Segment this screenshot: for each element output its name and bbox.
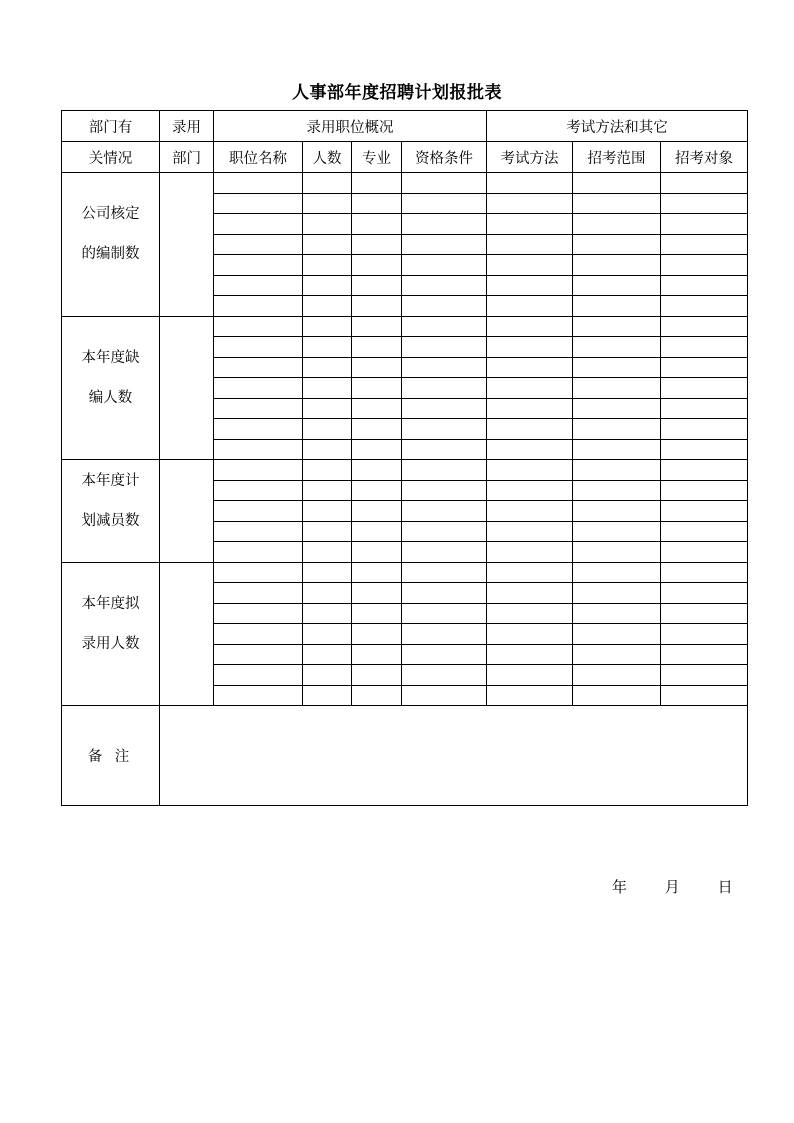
recruit-target-cell[interactable] (661, 542, 748, 563)
headcount-cell[interactable] (303, 665, 352, 686)
qualifications-cell[interactable] (402, 214, 487, 235)
position-name-cell[interactable] (214, 173, 303, 194)
hiring-dept-header: 录用 (160, 111, 214, 142)
recruit-scope-cell[interactable] (573, 234, 661, 255)
exam-method-cell[interactable] (487, 583, 573, 604)
hiring-dept-cell[interactable] (160, 316, 214, 460)
table-row (62, 460, 748, 481)
position-name-cell[interactable] (214, 275, 303, 296)
table-row (62, 316, 748, 337)
major-cell[interactable] (352, 255, 402, 276)
recruit-target-cell[interactable] (661, 234, 748, 255)
qualifications-cell[interactable] (402, 521, 487, 542)
section-label (62, 173, 160, 317)
recruit-scope-cell[interactable] (573, 255, 661, 276)
exam-method-cell[interactable] (487, 234, 573, 255)
recruit-target-cell[interactable] (661, 624, 748, 645)
dept-info-header: 部门有 (62, 111, 160, 142)
headcount-cell[interactable] (303, 644, 352, 665)
major-cell[interactable] (352, 542, 402, 563)
position-name-cell[interactable] (214, 542, 303, 563)
major-cell[interactable] (352, 419, 402, 440)
col-header-major: 专业 (352, 142, 402, 173)
position-name-cell[interactable] (214, 255, 303, 276)
hiring-dept-cell[interactable] (160, 562, 214, 706)
exam-method-cell[interactable] (487, 439, 573, 460)
major-cell[interactable] (352, 357, 402, 378)
exam-method-cell[interactable] (487, 644, 573, 665)
major-cell[interactable] (352, 665, 402, 686)
headcount-cell[interactable] (303, 501, 352, 522)
exam-method-cell[interactable] (487, 480, 573, 501)
major-cell[interactable] (352, 214, 402, 235)
position-name-cell[interactable] (214, 193, 303, 214)
date-month: 月 (664, 878, 680, 896)
exam-method-cell[interactable] (487, 562, 573, 583)
exam-method-cell[interactable] (487, 685, 573, 706)
recruit-target-cell[interactable] (661, 296, 748, 317)
position-name-cell[interactable] (214, 583, 303, 604)
major-cell[interactable] (352, 460, 402, 481)
headcount-cell[interactable] (303, 296, 352, 317)
col-header-qualifications: 资格条件 (402, 142, 487, 173)
section-label-line1: 本年度拟 (81, 595, 140, 612)
headcount-cell[interactable] (303, 398, 352, 419)
qualifications-cell[interactable] (402, 644, 487, 665)
recruit-scope-cell[interactable] (573, 685, 661, 706)
recruit-scope-cell[interactable] (573, 624, 661, 645)
recruit-scope-cell[interactable] (573, 193, 661, 214)
qualifications-cell[interactable] (402, 460, 487, 481)
headcount-cell[interactable] (303, 562, 352, 583)
recruit-scope-cell[interactable] (573, 644, 661, 665)
recruit-scope-cell[interactable] (573, 460, 661, 481)
major-cell[interactable] (352, 644, 402, 665)
exam-method-cell[interactable] (487, 357, 573, 378)
recruit-scope-cell[interactable] (573, 316, 661, 337)
major-cell[interactable] (352, 562, 402, 583)
headcount-cell[interactable] (303, 275, 352, 296)
recruit-scope-cell[interactable] (573, 542, 661, 563)
major-cell[interactable] (352, 624, 402, 645)
qualifications-cell[interactable] (402, 665, 487, 686)
recruit-target-cell[interactable] (661, 173, 748, 194)
section-label-line2: 划减员数 (81, 512, 140, 529)
position-name-cell[interactable] (214, 439, 303, 460)
hiring-dept-cell[interactable] (160, 173, 214, 317)
recruit-target-cell[interactable] (661, 337, 748, 358)
headcount-cell[interactable] (303, 583, 352, 604)
qualifications-cell[interactable] (402, 378, 487, 399)
recruit-scope-cell[interactable] (573, 357, 661, 378)
major-cell[interactable] (352, 193, 402, 214)
exam-method-cell[interactable] (487, 665, 573, 686)
recruit-scope-cell[interactable] (573, 521, 661, 542)
exam-and-other-header: 考试方法和其它 (487, 111, 748, 142)
position-name-cell[interactable] (214, 357, 303, 378)
recruit-target-cell[interactable] (661, 419, 748, 440)
headcount-cell[interactable] (303, 378, 352, 399)
recruit-target-cell[interactable] (661, 583, 748, 604)
recruit-target-cell[interactable] (661, 480, 748, 501)
col-header-position-name: 职位名称 (214, 142, 303, 173)
headcount-cell[interactable] (303, 624, 352, 645)
recruit-scope-cell[interactable] (573, 214, 661, 235)
date-line (612, 876, 733, 897)
recruit-target-cell[interactable] (661, 214, 748, 235)
position-name-cell[interactable] (214, 398, 303, 419)
position-name-cell[interactable] (214, 316, 303, 337)
exam-method-cell[interactable] (487, 603, 573, 624)
position-name-cell[interactable] (214, 480, 303, 501)
section-label (62, 460, 160, 563)
exam-method-cell[interactable] (487, 542, 573, 563)
major-cell[interactable] (352, 398, 402, 419)
remark-field[interactable] (160, 706, 748, 806)
hiring-dept-cell[interactable] (160, 460, 214, 563)
exam-method-cell[interactable] (487, 255, 573, 276)
exam-method-cell[interactable] (487, 624, 573, 645)
recruit-scope-cell[interactable] (573, 583, 661, 604)
headcount-cell[interactable] (303, 439, 352, 460)
page-title: 人事部年度招聘计划报批表 (292, 83, 502, 103)
major-cell[interactable] (352, 234, 402, 255)
recruit-target-cell[interactable] (661, 378, 748, 399)
exam-method-cell[interactable] (487, 419, 573, 440)
position-name-cell[interactable] (214, 521, 303, 542)
major-cell[interactable] (352, 316, 402, 337)
recruit-scope-cell[interactable] (573, 337, 661, 358)
major-cell[interactable] (352, 173, 402, 194)
qualifications-cell[interactable] (402, 603, 487, 624)
major-cell[interactable] (352, 480, 402, 501)
position-name-cell[interactable] (214, 460, 303, 481)
major-cell[interactable] (352, 583, 402, 604)
recruit-scope-cell[interactable] (573, 419, 661, 440)
major-cell[interactable] (352, 275, 402, 296)
exam-method-cell[interactable] (487, 378, 573, 399)
recruit-scope-cell[interactable] (573, 378, 661, 399)
qualifications-cell[interactable] (402, 255, 487, 276)
exam-method-cell[interactable] (487, 193, 573, 214)
date-year: 年 (612, 878, 628, 896)
qualifications-cell[interactable] (402, 542, 487, 563)
headcount-cell[interactable] (303, 255, 352, 276)
position-name-cell[interactable] (214, 214, 303, 235)
qualifications-cell[interactable] (402, 337, 487, 358)
recruit-scope-cell[interactable] (573, 439, 661, 460)
position-name-cell[interactable] (214, 665, 303, 686)
qualifications-cell[interactable] (402, 357, 487, 378)
exam-method-cell[interactable] (487, 337, 573, 358)
exam-method-cell[interactable] (487, 501, 573, 522)
recruit-scope-cell[interactable] (573, 398, 661, 419)
qualifications-cell[interactable] (402, 316, 487, 337)
qualifications-cell[interactable] (402, 296, 487, 317)
section-label (62, 316, 160, 460)
major-cell[interactable] (352, 378, 402, 399)
exam-method-cell[interactable] (487, 275, 573, 296)
section-label-line1: 本年度缺 (81, 349, 140, 366)
recruit-scope-cell[interactable] (573, 275, 661, 296)
position-name-cell[interactable] (214, 419, 303, 440)
position-name-cell[interactable] (214, 624, 303, 645)
major-cell[interactable] (352, 337, 402, 358)
hiring-dept-header-line2: 部门 (160, 142, 214, 173)
position-name-cell[interactable] (214, 562, 303, 583)
position-name-cell[interactable] (214, 685, 303, 706)
col-header-headcount: 人数 (303, 142, 352, 173)
qualifications-cell[interactable] (402, 234, 487, 255)
recruit-scope-cell[interactable] (573, 603, 661, 624)
headcount-cell[interactable] (303, 603, 352, 624)
position-name-cell[interactable] (214, 234, 303, 255)
major-cell[interactable] (352, 296, 402, 317)
col-header-exam-method: 考试方法 (487, 142, 573, 173)
recruit-target-cell[interactable] (661, 398, 748, 419)
recruit-target-cell[interactable] (661, 644, 748, 665)
section-label-line2: 的编制数 (81, 246, 140, 263)
headcount-cell[interactable] (303, 460, 352, 481)
headcount-cell[interactable] (303, 316, 352, 337)
recruit-target-cell[interactable] (661, 439, 748, 460)
exam-method-cell[interactable] (487, 316, 573, 337)
position-overview-header: 录用职位概况 (214, 111, 487, 142)
exam-method-cell[interactable] (487, 173, 573, 194)
headcount-cell[interactable] (303, 173, 352, 194)
recruit-target-cell[interactable] (661, 501, 748, 522)
headcount-cell[interactable] (303, 419, 352, 440)
recruit-target-cell[interactable] (661, 460, 748, 481)
qualifications-cell[interactable] (402, 480, 487, 501)
table-row (62, 562, 748, 583)
qualifications-cell[interactable] (402, 624, 487, 645)
major-cell[interactable] (352, 521, 402, 542)
qualifications-cell[interactable] (402, 419, 487, 440)
recruit-target-cell[interactable] (661, 521, 748, 542)
qualifications-cell[interactable] (402, 398, 487, 419)
headcount-cell[interactable] (303, 214, 352, 235)
qualifications-cell[interactable] (402, 685, 487, 706)
col-header-recruit-scope: 招考范围 (573, 142, 661, 173)
qualifications-cell[interactable] (402, 173, 487, 194)
position-name-cell[interactable] (214, 501, 303, 522)
recruit-scope-cell[interactable] (573, 562, 661, 583)
table-row (62, 173, 748, 194)
section-label (62, 562, 160, 706)
recruit-scope-cell[interactable] (573, 665, 661, 686)
headcount-cell[interactable] (303, 337, 352, 358)
section-label-line1: 本年度计 (81, 472, 140, 489)
qualifications-cell[interactable] (402, 439, 487, 460)
major-cell[interactable] (352, 439, 402, 460)
col-header-recruit-target: 招考对象 (661, 142, 748, 173)
recruit-target-cell[interactable] (661, 665, 748, 686)
exam-method-cell[interactable] (487, 398, 573, 419)
headcount-cell[interactable] (303, 480, 352, 501)
recruit-target-cell[interactable] (661, 685, 748, 706)
exam-method-cell[interactable] (487, 214, 573, 235)
headcount-cell[interactable] (303, 542, 352, 563)
position-name-cell[interactable] (214, 378, 303, 399)
qualifications-cell[interactable] (402, 583, 487, 604)
date-day: 日 (717, 878, 733, 896)
headcount-cell[interactable] (303, 521, 352, 542)
recruit-target-cell[interactable] (661, 603, 748, 624)
qualifications-cell[interactable] (402, 275, 487, 296)
section-label-line1: 公司核定 (81, 206, 140, 223)
headcount-cell[interactable] (303, 234, 352, 255)
remark-label: 备 注 (62, 706, 160, 806)
recruit-target-cell[interactable] (661, 357, 748, 378)
qualifications-cell[interactable] (402, 193, 487, 214)
major-cell[interactable] (352, 603, 402, 624)
recruit-target-cell[interactable] (661, 193, 748, 214)
qualifications-cell[interactable] (402, 501, 487, 522)
exam-method-cell[interactable] (487, 296, 573, 317)
major-cell[interactable] (352, 501, 402, 522)
recruit-target-cell[interactable] (661, 562, 748, 583)
recruit-scope-cell[interactable] (573, 501, 661, 522)
recruitment-plan-table (61, 110, 748, 806)
position-name-cell[interactable] (214, 296, 303, 317)
section-label-line2: 编人数 (88, 389, 133, 406)
recruit-scope-cell[interactable] (573, 173, 661, 194)
remark-row (62, 706, 748, 806)
recruit-scope-cell[interactable] (573, 296, 661, 317)
exam-method-cell[interactable] (487, 521, 573, 542)
headcount-cell[interactable] (303, 193, 352, 214)
exam-method-cell[interactable] (487, 460, 573, 481)
major-cell[interactable] (352, 685, 402, 706)
position-name-cell[interactable] (214, 337, 303, 358)
recruit-target-cell[interactable] (661, 255, 748, 276)
qualifications-cell[interactable] (402, 562, 487, 583)
headcount-cell[interactable] (303, 685, 352, 706)
headcount-cell[interactable] (303, 357, 352, 378)
recruit-scope-cell[interactable] (573, 480, 661, 501)
dept-info-header-line2: 关情况 (62, 142, 160, 173)
recruit-target-cell[interactable] (661, 275, 748, 296)
recruit-target-cell[interactable] (661, 316, 748, 337)
section-label-line2: 录用人数 (81, 635, 140, 652)
position-name-cell[interactable] (214, 644, 303, 665)
position-name-cell[interactable] (214, 603, 303, 624)
